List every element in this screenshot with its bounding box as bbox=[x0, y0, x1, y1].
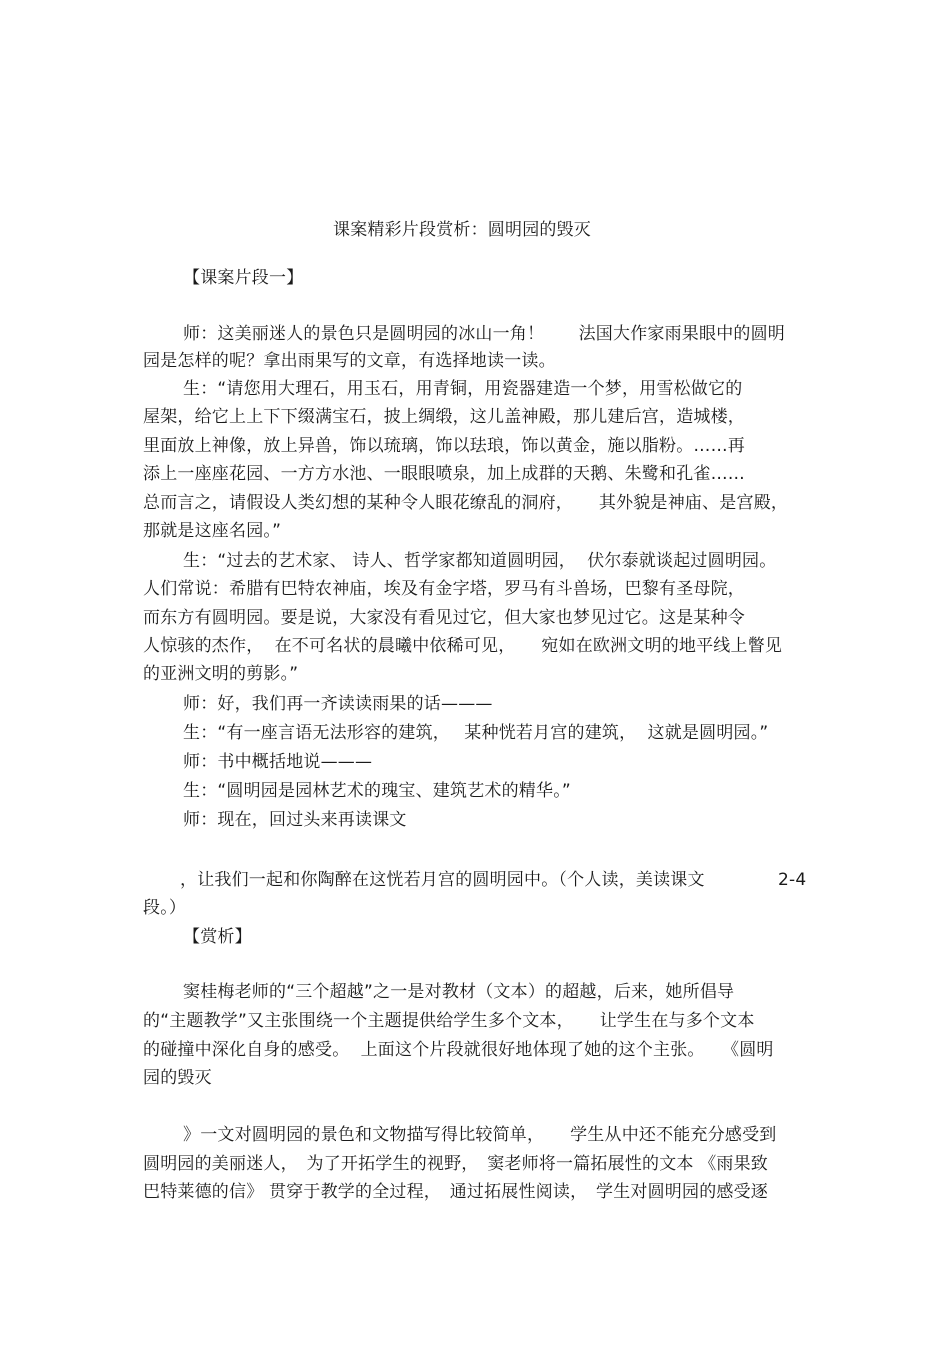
dialogue-line: 而东方有圆明园。要是说，大家没有看见过它，但大家也梦见过它。这是某种令 bbox=[143, 608, 745, 628]
dialogue-line: 师：好，我们再一齐读读雨果的话——— bbox=[183, 694, 493, 714]
document-title: 课案精彩片段赏析：圆明园的毁灭 bbox=[333, 220, 591, 240]
dialogue-line: 师：现在，回过头来再读课文 bbox=[183, 810, 407, 830]
dialogue-line: 屋架，给它上上下下缀满宝石，披上绸缎，这儿盖神殿，那儿建后宫，造城楼， bbox=[143, 407, 745, 427]
continuation-line: 段。） bbox=[143, 898, 187, 918]
dialogue-line: 生：“过去的艺术家、 诗人、哲学家都知道圆明园， 伏尔泰就谈起过圆明园。 bbox=[183, 551, 777, 571]
dialogue-line: 生：“圆明园是园林艺术的瑰宝、建筑艺术的精华。” bbox=[183, 781, 571, 801]
dialogue-line: 添上一座座花园、一方方水池、一眼眼喷泉，加上成群的天鹅、朱鹭和孔雀…… bbox=[143, 464, 745, 484]
dialogue-line: 园是怎样的呢？拿出雨果写的文章，有选择地读一读。 bbox=[143, 351, 556, 371]
dialogue-line: 师：书中概括地说——— bbox=[183, 752, 373, 772]
dialogue-line: 生：“有一座言语无法形容的建筑， 某种恍若月宫的建筑， 这就是圆明园。” bbox=[183, 723, 769, 743]
dialogue-line: 的亚洲文明的剪影。” bbox=[143, 664, 299, 684]
dialogue-line: 里面放上神像，放上异兽，饰以琉璃，饰以珐琅，饰以黄金，施以脂粉。……再 bbox=[143, 436, 745, 456]
continuation-line: ，让我们一起和你陶醉在这恍若月宫的圆明园中。（个人读，美读课文 bbox=[180, 870, 705, 890]
dialogue-line: 师：这美丽迷人的景色只是圆明园的冰山一角！ 法国大作家雨果眼中的圆明 bbox=[183, 324, 785, 344]
appreciation-line: 》一文对圆明园的景色和文物描写得比较简单， 学生从中还不能充分感受到 bbox=[183, 1125, 777, 1145]
dialogue-line: 人们常说：希腊有巴特农神庙，埃及有金字塔，罗马有斗兽场，巴黎有圣母院， bbox=[143, 579, 745, 599]
appreciation-line: 的“主题教学”又主张围绕一个主题提供给学生多个文本， 让学生在与多个文本 bbox=[143, 1011, 755, 1031]
appreciation-line: 园的毁灭 bbox=[143, 1068, 212, 1088]
appreciation-line: 巴特莱德的信》 贯穿于教学的全过程， 通过拓展性阅读， 学生对圆明园的感受逐 bbox=[143, 1182, 769, 1202]
dialogue-line: 人惊骇的杰作， 在不可名状的晨曦中依稀可见， 宛如在欧洲文明的地平线上瞥见 bbox=[143, 636, 783, 656]
appreciation-heading: 【赏析】 bbox=[183, 927, 252, 947]
dialogue-line: 那就是这座名园。” bbox=[143, 521, 282, 541]
appreciation-line: 窦桂梅老师的“三个超越”之一是对教材（文本）的超越，后来，她所倡导 bbox=[183, 982, 735, 1002]
dialogue-line: 生：“请您用大理石，用玉石，用青铜，用瓷器建造一个梦，用雪松做它的 bbox=[183, 379, 743, 399]
dialogue-line: 总而言之，请假设人类幻想的某种令人眼花缭乱的洞府， 其外貌是神庙、是宫殿， bbox=[143, 493, 789, 513]
appreciation-line: 圆明园的美丽迷人， 为了开拓学生的视野， 窦老师将一篇拓展性的文本 《雨果致 bbox=[143, 1154, 769, 1174]
continuation-paragraph-ref: 2-4 bbox=[778, 870, 807, 890]
section-heading: 【课案片段一】 bbox=[183, 268, 304, 288]
appreciation-line: 的碰撞中深化自身的感受。 上面这个片段就很好地体现了她的这个主张。 《圆明 bbox=[143, 1040, 774, 1060]
